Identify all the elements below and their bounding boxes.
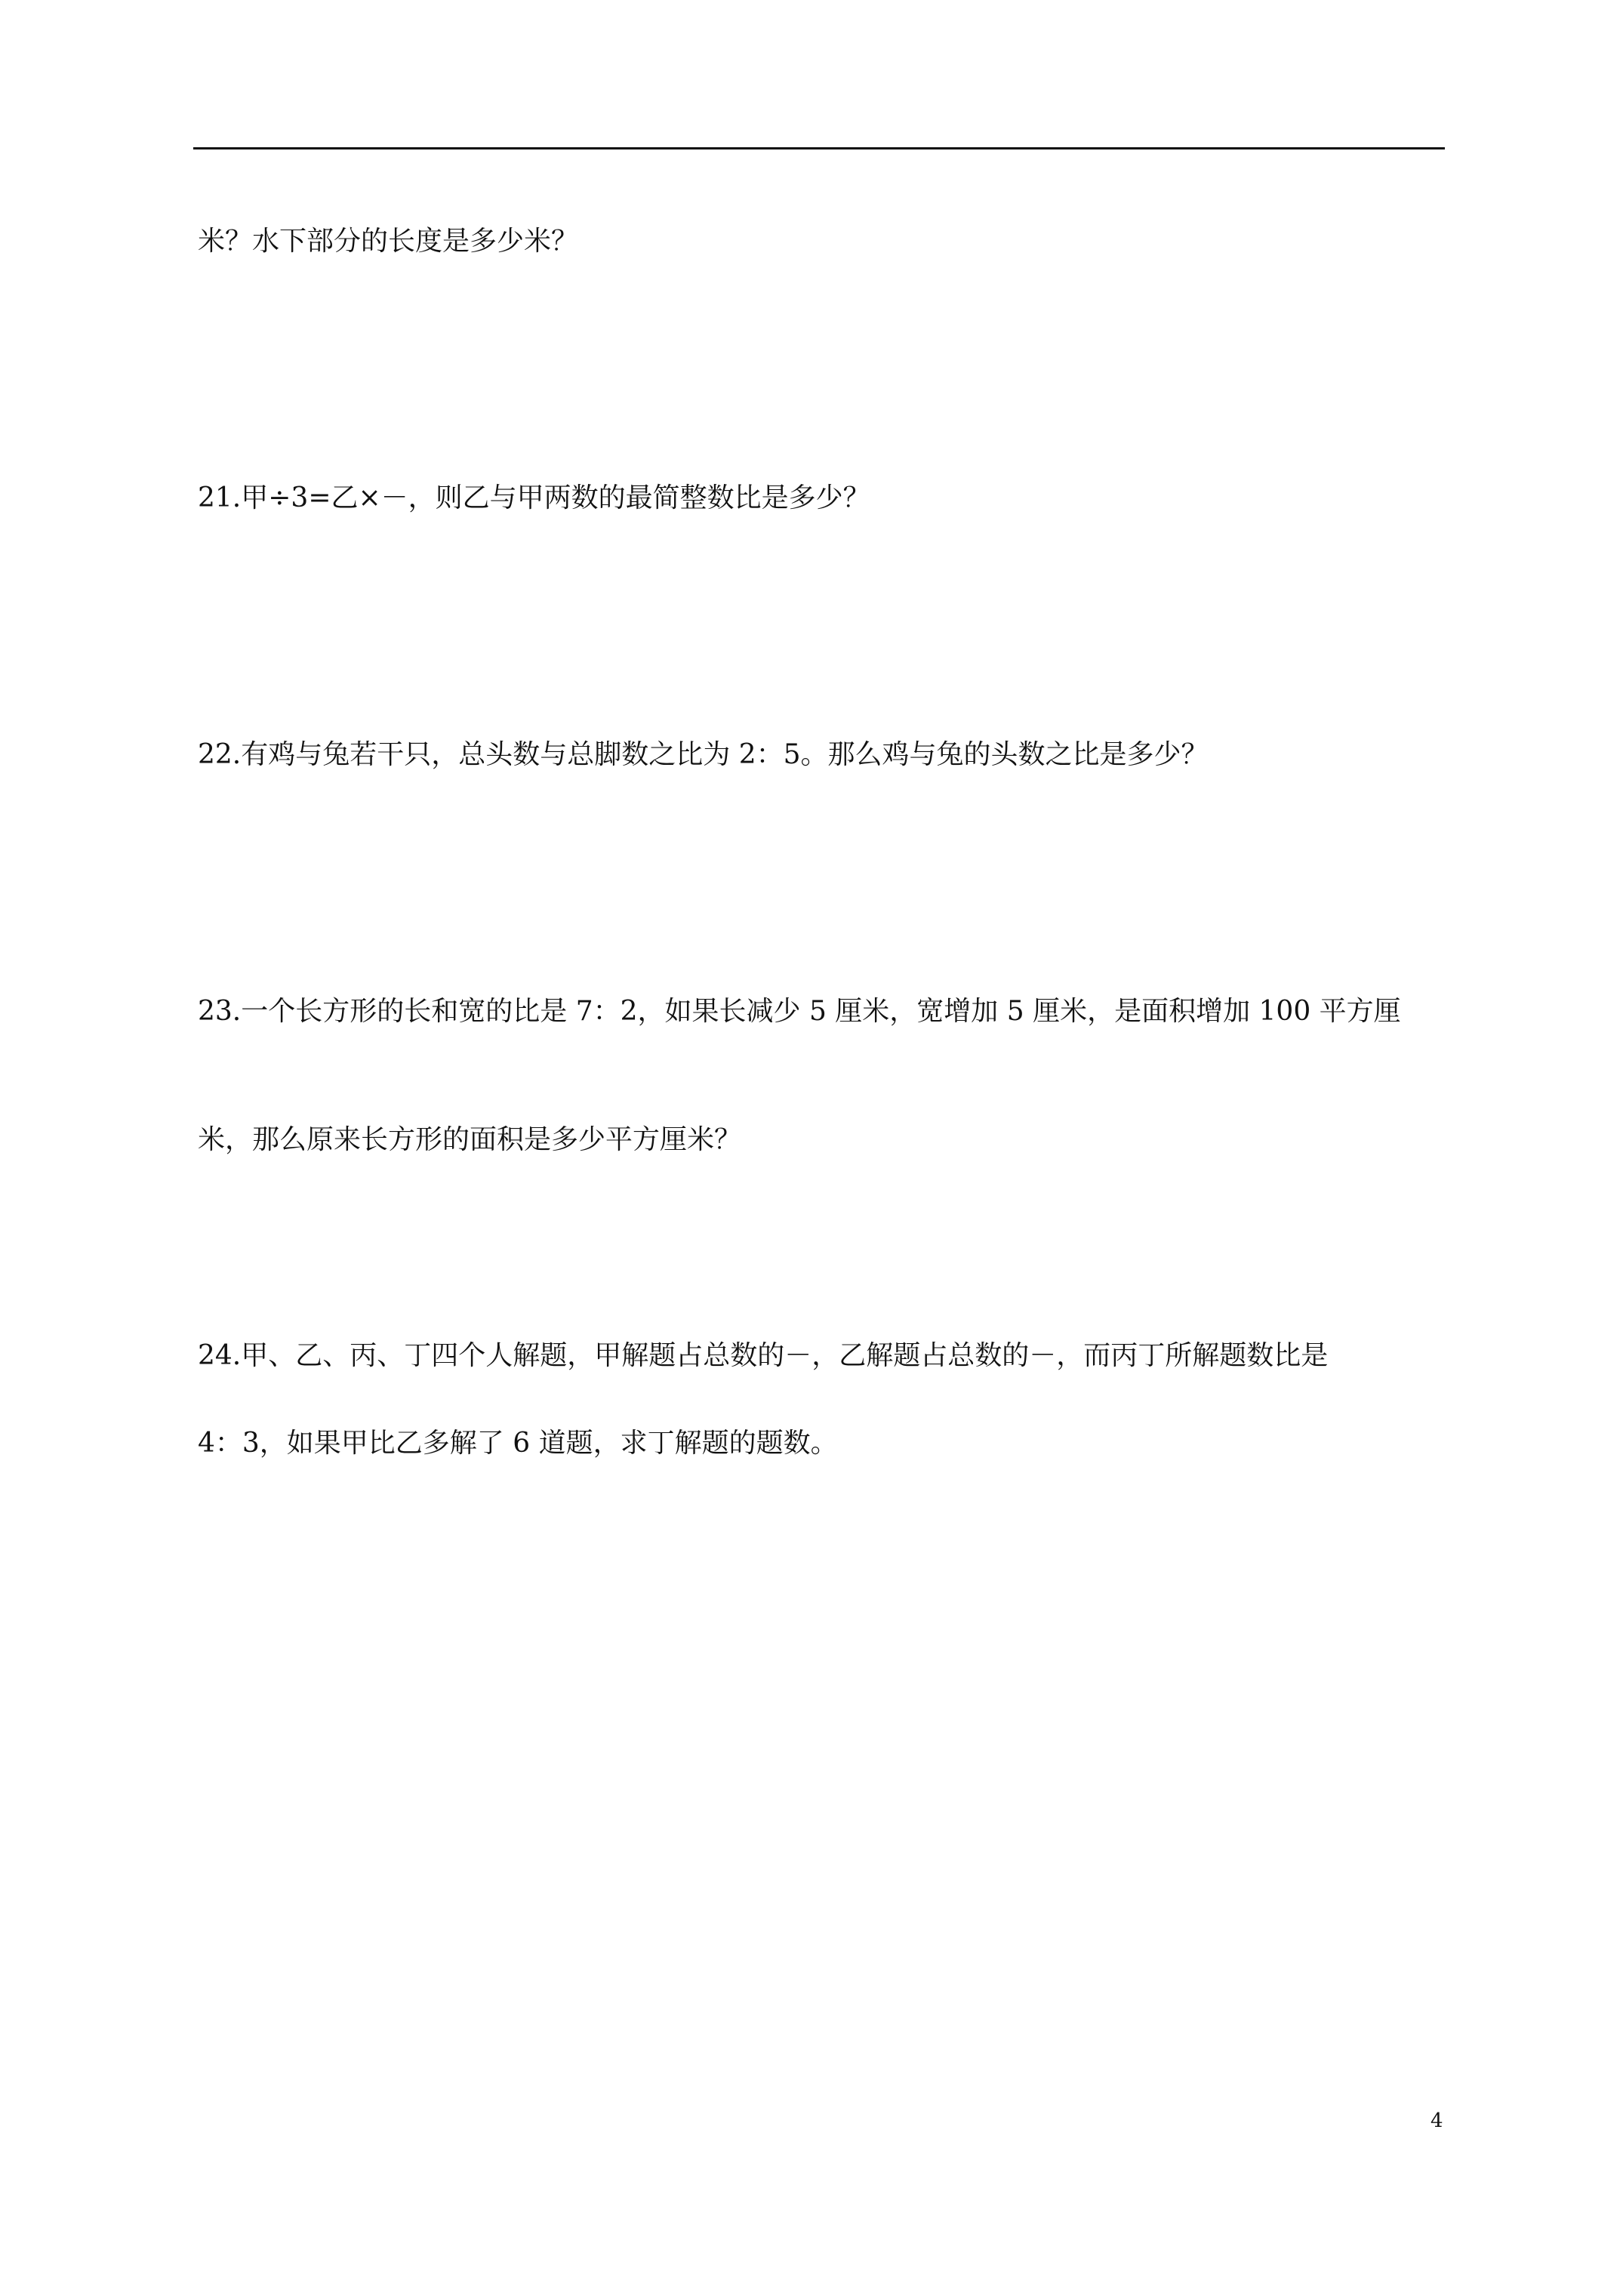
question-24-line-2: 4：3，如果甲比乙多解了 6 道题，求丁解题的题数。 [198, 1428, 838, 1459]
header-rule [193, 147, 1445, 149]
question-22: 22.有鸡与兔若干只，总头数与总脚数之比为 2：5。那么鸡与兔的头数之比是多少？ [198, 739, 1209, 770]
question-23-line-2: 米，那么原来长方形的面积是多少平方厘米？ [198, 1124, 742, 1155]
question-21: 21.甲÷3=乙×－，则乙与甲两数的最简整数比是多少？ [198, 482, 870, 513]
question-24-line-1: 24.甲、乙、丙、丁四个人解题，甲解题占总数的－，乙解题占总数的－，而丙丁所解题数比是 [198, 1340, 1329, 1371]
question-23-line-1: 23.一个长方形的长和宽的比是 7：2，如果长减少 5 厘米，宽增加 5 厘米，是面积增加 100 平方厘 [198, 996, 1401, 1027]
question-20-continuation: 米？水下部分的长度是多少米？ [198, 226, 579, 257]
page-number: 4 [1431, 2110, 1443, 2132]
